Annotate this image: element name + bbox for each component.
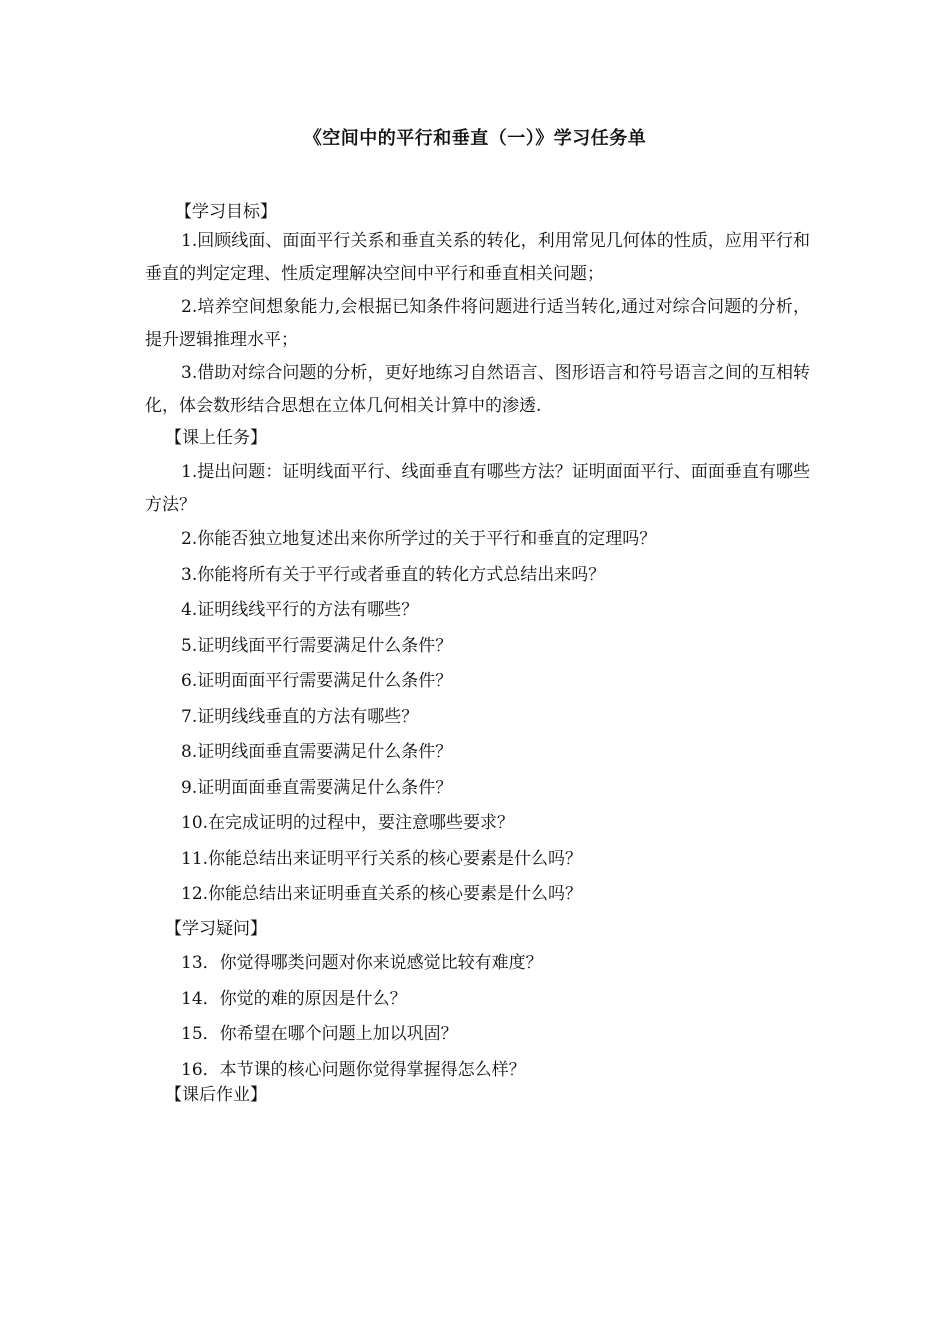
task-item: 12.你能总结出来证明垂直关系的核心要素是什么吗？ — [181, 884, 583, 904]
doubt-item: 16．本节课的核心问题你觉得掌握得怎么样？ — [181, 1059, 526, 1080]
section-heading-doubts: 【学习疑问】 — [165, 919, 267, 939]
doubt-item: 14．你觉的难的原因是什么？ — [181, 988, 407, 1009]
task-item: 8.证明线面垂直需要满足什么条件？ — [181, 742, 453, 762]
task-item: 1.提出问题：证明线面平行、线面垂直有哪些方法？证明面面平行、面面垂直有哪些方法？ — [145, 462, 810, 515]
task-item: 11.你能总结出来证明平行关系的核心要素是什么吗？ — [181, 848, 583, 869]
task-item: 3.你能将所有关于平行或者垂直的转化方式总结出来吗？ — [181, 564, 606, 585]
doubt-item: 15．你希望在哪个问题上加以巩固？ — [181, 1024, 458, 1044]
goals-list — [145, 225, 810, 423]
goal-item: 3.借助对综合问题的分析，更好地练习自然语言、图形语言和符号语言之间的互相转化，体会数形结合思想在立体几何相关计算中的渗透. — [145, 363, 810, 416]
task-item: 4.证明线线平行的方法有哪些？ — [181, 600, 419, 620]
document-title: 《空间中的平行和垂直（一）》学习任务单 — [303, 128, 647, 149]
doubt-item: 13．你觉得哪类问题对你来说感觉比较有难度？ — [181, 953, 543, 973]
tasks-list — [145, 456, 810, 913]
task-item: 10.在完成证明的过程中，要注意哪些要求？ — [181, 813, 515, 833]
doubts-list — [145, 946, 810, 1088]
task-item: 6.证明面面平行需要满足什么条件？ — [181, 671, 453, 691]
task-item: 9.证明面面垂直需要满足什么条件？ — [181, 777, 453, 798]
goal-item: 2.培养空间想象能力,会根据已知条件将问题进行适当转化,通过对综合问题的分析，提升逻辑推理水平； — [145, 297, 810, 350]
section-heading-homework: 【课后作业】 — [165, 1085, 267, 1105]
section-heading-goals: 【学习目标】 — [175, 202, 277, 222]
goal-item: 1.回顾线面、面面平行关系和垂直关系的转化，利用常见几何体的性质，应用平行和垂直的判定定理、性质定理解决空间中平行和垂直相关问题； — [145, 231, 810, 284]
task-item: 5.证明线面平行需要满足什么条件？ — [181, 635, 453, 656]
section-heading-tasks: 【课上任务】 — [165, 428, 267, 448]
task-item: 7.证明线线垂直的方法有哪些？ — [181, 706, 419, 727]
task-item: 2.你能否独立地复述出来你所学过的关于平行和垂直的定理吗？ — [181, 529, 657, 549]
